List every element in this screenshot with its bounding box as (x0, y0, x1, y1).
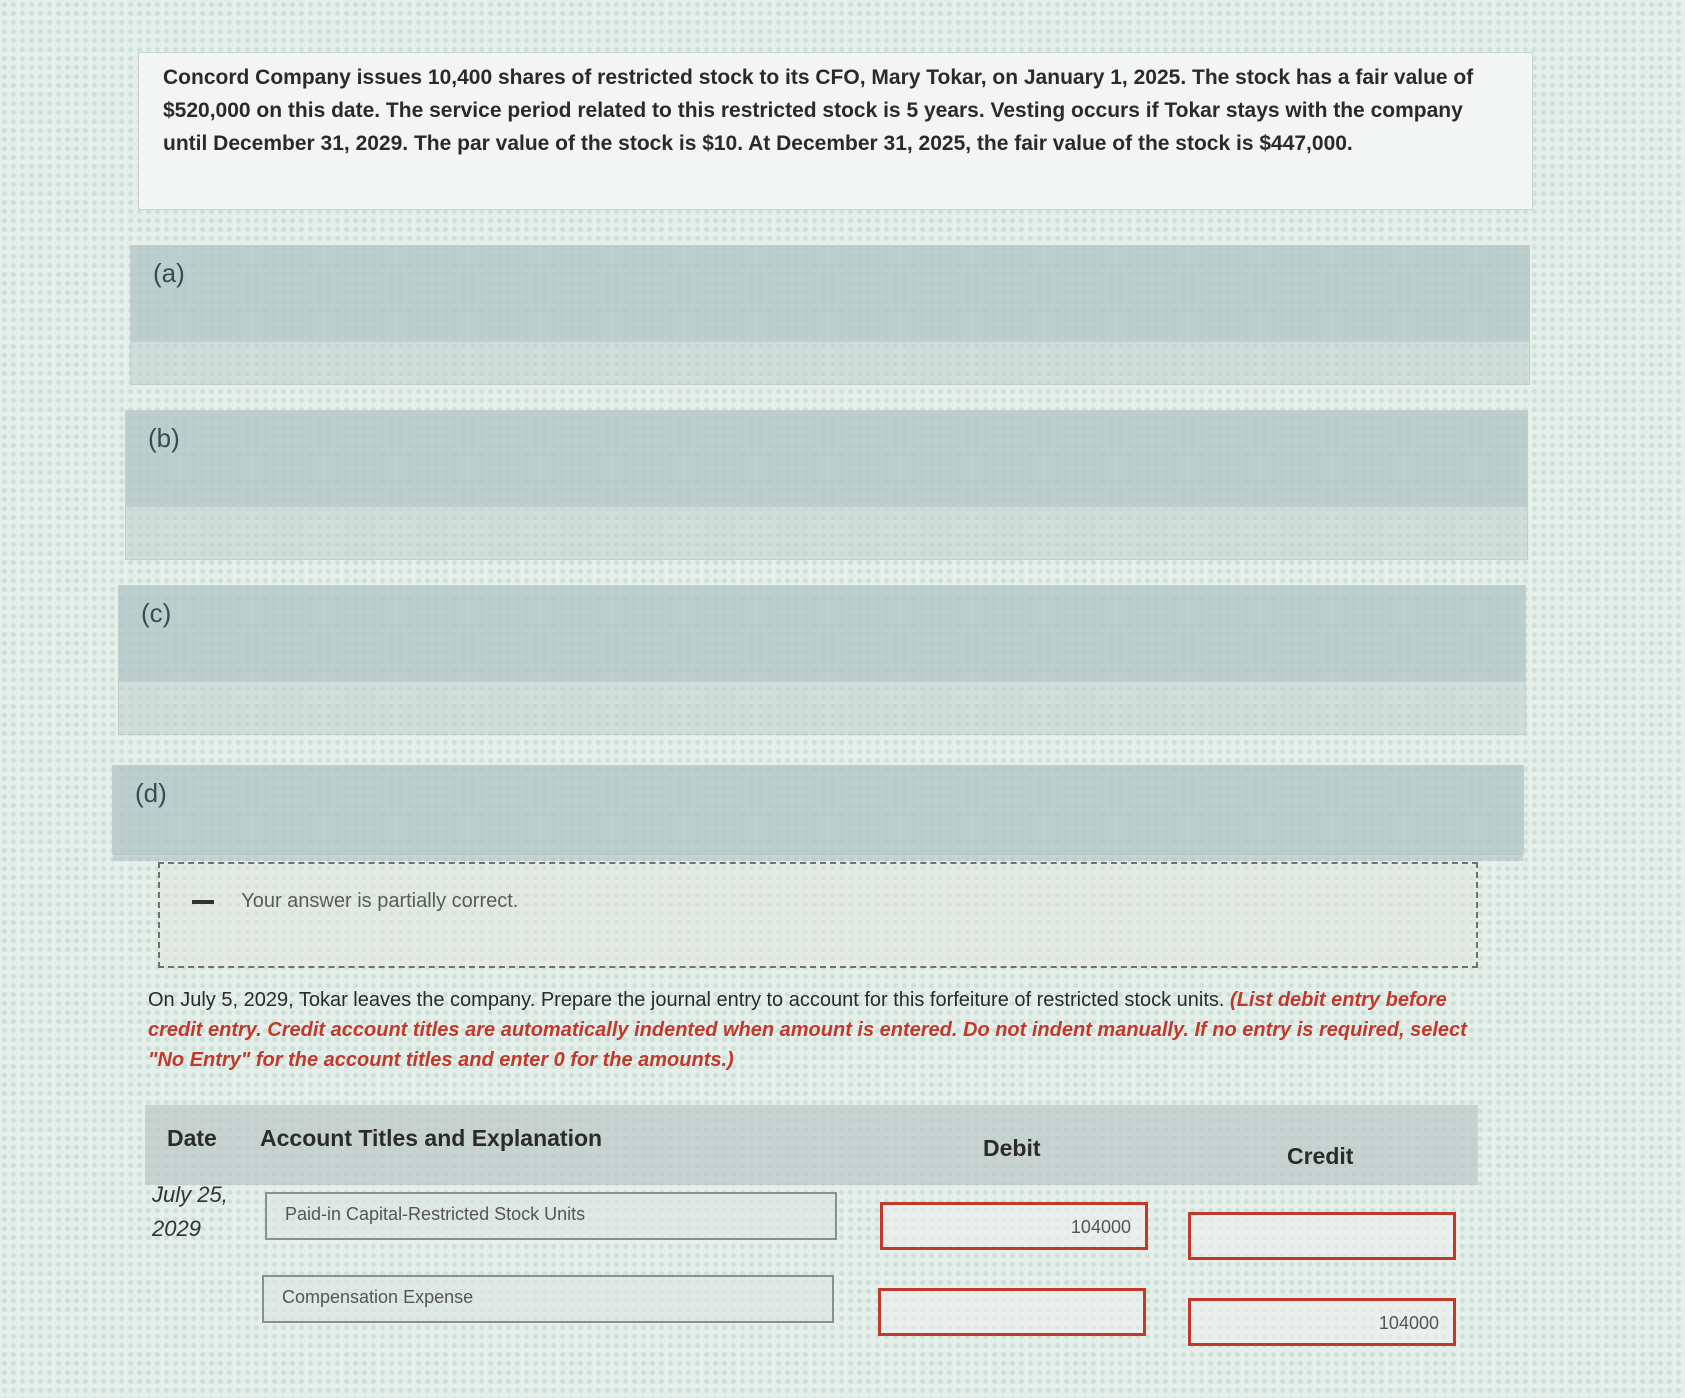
entry-date-line2: 2029 (152, 1216, 201, 1241)
part-c-panel[interactable] (118, 585, 1526, 735)
part-a-panel[interactable] (130, 245, 1530, 385)
part-b-panel[interactable] (125, 410, 1528, 560)
header-credit: Credit (1287, 1143, 1354, 1169)
part-b-divider (126, 506, 1527, 545)
header-date: Date (167, 1125, 217, 1151)
part-a-label: (a) (131, 246, 1529, 341)
row-1-credit-field[interactable] (1188, 1212, 1456, 1260)
part-d-panel[interactable] (112, 765, 1524, 855)
part-d-label: (d) (113, 766, 1523, 861)
header-account: Account Titles and Explanation (260, 1125, 603, 1151)
row-1-account-field[interactable]: Paid-in Capital-Restricted Stock Units (265, 1192, 837, 1240)
row-2-credit-field[interactable]: 104000 (1188, 1298, 1456, 1346)
row-2-account-field[interactable]: Compensation Expense (262, 1275, 834, 1323)
part-c-divider (119, 681, 1525, 720)
entry-date-line1: July 25, (152, 1182, 228, 1207)
part-c-label: (c) (119, 586, 1525, 681)
instructions-note: (List debit entry before credit entry. Credit account titles are automatically indented when amount is entered. Do not indent manually. If no entry is required, select "No Entry" for the account titles and enter 0 for the amounts.) (148, 989, 1467, 1071)
row-1-debit-field[interactable]: 104000 (880, 1202, 1148, 1250)
entry-date (152, 1178, 228, 1246)
instructions-lead: On July 5, 2029, Tokar leaves the company. Prepare the journal entry to account for this forfeiture of restricted stock units. (148, 989, 1225, 1011)
partial-correct-icon (192, 900, 214, 904)
part-a-divider (131, 341, 1529, 380)
journal-table-header (145, 1105, 1478, 1185)
row-2-debit-field[interactable] (878, 1288, 1146, 1336)
header-debit: Debit (983, 1135, 1041, 1161)
problem-statement: Concord Company issues 10,400 shares of restricted stock to its CFO, Mary Tokar, on January 1, 2025. The stock has a fair value of $520,000 on this date. The service period related to this restricted stock is 5 years. Vesting occurs if Tokar stays with the company until December 31, 2029. The par value of the stock is $10. At December 31, 2025, the fair value of the stock is $447,000. (138, 52, 1533, 210)
feedback-text: Your answer is partially correct. (241, 890, 519, 912)
part-b-label: (b) (126, 411, 1527, 506)
instructions (148, 985, 1468, 1075)
feedback-box (158, 862, 1478, 968)
